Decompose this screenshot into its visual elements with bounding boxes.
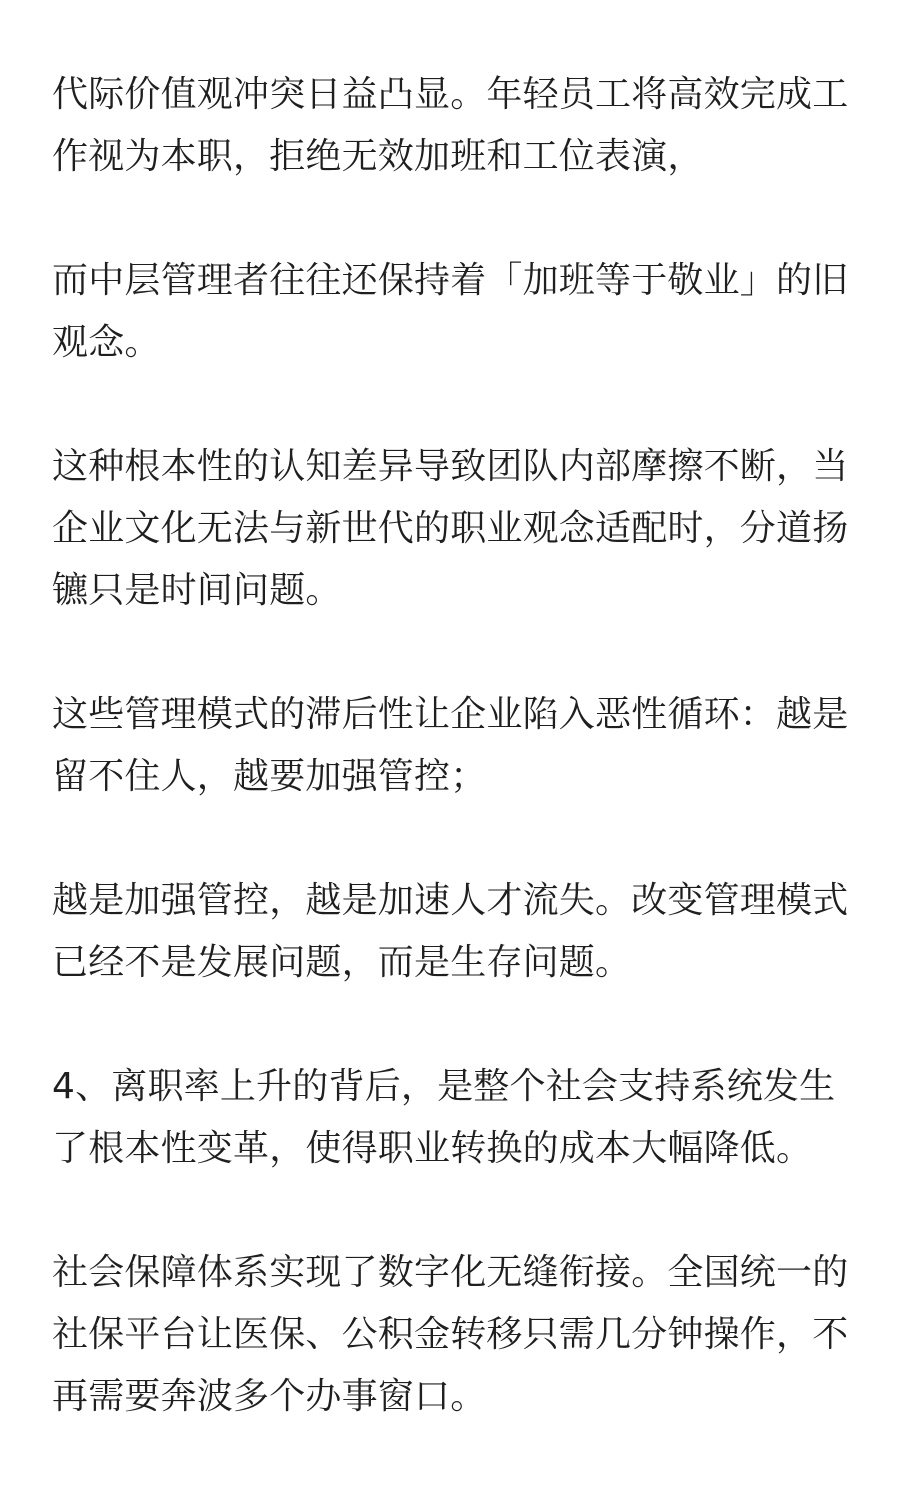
article-paragraph-3: 这种根本性的认知差异导致团队内部摩擦不断，当企业文化无法与新世代的职业观念适配时，分道扬镳只是时间问题。 <box>52 446 849 611</box>
article-paragraph-7: 社会保障体系实现了数字化无缝衔接。全国统一的社保平台让医保、公积金转移只需几分钟操作，不再需要奔波多个办事窗口。 <box>52 1252 849 1417</box>
article-paragraph-5: 越是加强管控，越是加速人才流失。改变管理模式已经不是发展问题，而是生存问题。 <box>52 880 849 983</box>
article-paragraph-2: 而中层管理者往往还保持着「加班等于敬业」的旧观念。 <box>52 260 849 363</box>
article-paragraph-1: 代际价值观冲突日益凸显。年轻员工将高效完成工作视为本职，拒绝无效加班和工位表演， <box>52 74 849 177</box>
article-body <box>52 64 852 1428</box>
article-paragraph-4: 这些管理模式的滞后性让企业陷入恶性循环：越是留不住人，越要加强管控； <box>52 694 849 797</box>
article-paragraph-6: 4、离职率上升的背后，是整个社会支持系统发生了根本性变革，使得职业转换的成本大幅降低。 <box>52 1066 836 1169</box>
